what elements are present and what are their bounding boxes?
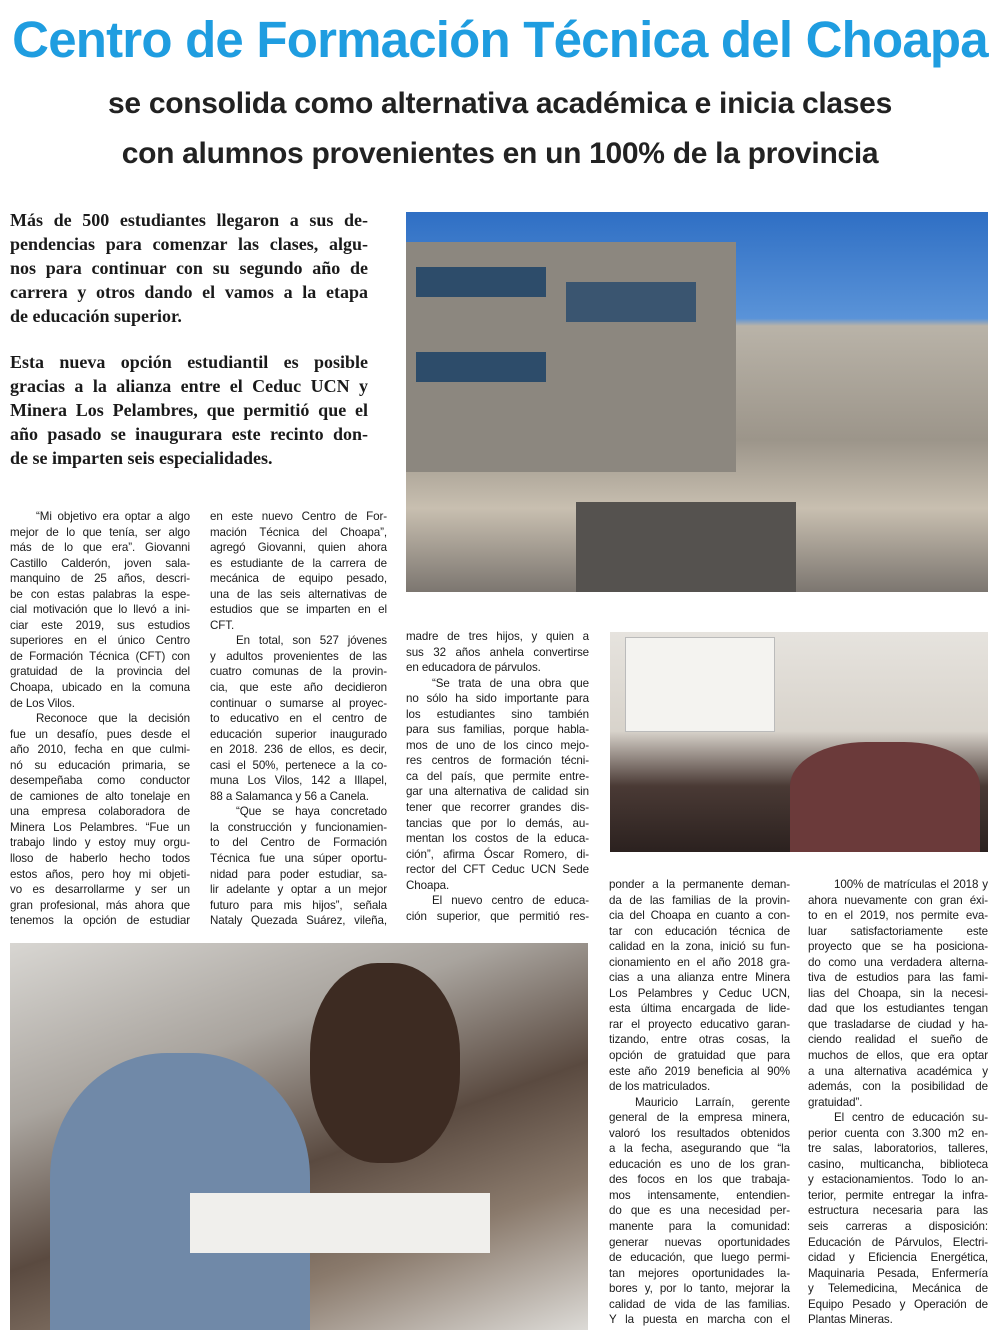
text-line: a la fecha, asegurando que “la: [609, 1142, 790, 1156]
text-line: en educadora de párvulos.: [406, 661, 541, 675]
text-line: terior, permite entregar la infra-: [808, 1188, 988, 1202]
text-line: tan mejores oportunidades la-: [609, 1266, 790, 1280]
text-line: valoró los resultados obtenidos: [609, 1126, 790, 1140]
text-line: futuro para mis hijos”, señala: [210, 898, 387, 912]
text-line: Minera Los Pelambres, que permitió que el: [10, 400, 368, 420]
text-line: mos de uno de los cinco mejo-: [406, 738, 589, 752]
lead-paragraph-1: [10, 208, 368, 328]
text-line: de Formación Técnica (CFT) con: [10, 649, 190, 663]
text-line: res centros de formación técni-: [406, 754, 589, 768]
text-line: rector del CFT Ceduc UCN Sede: [406, 863, 589, 877]
text-line: madre de tres hijos, y quien a: [406, 630, 589, 643]
text-line: además, con la posibilidad de: [808, 1080, 988, 1094]
text-line: Técnica fue una súper oportu-: [210, 852, 387, 866]
text-line: mecánica de equipo pesado,: [210, 572, 387, 586]
text-line: tizando, entre otras cosas, la: [609, 1033, 790, 1047]
text-line: ciendo realidad el sueño de: [808, 1033, 988, 1047]
building-window: [566, 282, 696, 322]
text-line: Choapa.: [406, 878, 450, 892]
text-line: gracias a la alianza entre el Ceduc UCN y: [10, 376, 368, 396]
text-line: lloso de haberlo hecho todos: [10, 852, 190, 866]
text-line: general de la empresa minera,: [609, 1111, 790, 1125]
text-line: Nataly Quezada Suárez, vileña,: [210, 914, 387, 928]
text-line: “Se trata de una obra que: [432, 676, 589, 690]
text-line: superiores en el único Centro: [10, 634, 190, 648]
text-line: do como una verdadera alterna-: [808, 955, 988, 969]
text-line: calidad en la zona, inició su fun-: [609, 940, 790, 954]
text-line: generar nuevas oportunidades: [609, 1235, 790, 1249]
text-line: ción”, afirma Óscar Romero, di-: [406, 847, 589, 861]
text-line: seis carreras a disposición:: [808, 1220, 988, 1234]
text-line: tre salas, laboratorios, talleres,: [808, 1142, 988, 1156]
text-line: cionamiento en el año 2018 gra-: [609, 955, 790, 969]
text-line: do que es una necesidad per-: [609, 1204, 790, 1218]
road: [576, 502, 796, 592]
text-line: de se imparten seis especialidades.: [10, 448, 273, 468]
text-line: gar una alternativa de calidad sin: [406, 785, 589, 799]
text-line: de Los Vilos.: [10, 696, 75, 710]
text-line: “Que se haya concretado: [236, 805, 387, 819]
text-line: vo es desarrollarme y ser un: [10, 883, 190, 897]
article-column-5: [808, 877, 988, 1328]
text-line: CFT.: [210, 618, 235, 632]
text-line: mejor de lo que tenía, ser algo: [10, 525, 190, 539]
student-figure: [310, 963, 460, 1163]
text-line: pendencias para comenzar las clases, algu-: [10, 234, 368, 254]
text-line: El nuevo centro de educa-: [432, 894, 589, 908]
text-line: be con estas palabras la espe-: [10, 587, 190, 601]
text-line: sus 32 años anhela convertirse: [406, 645, 589, 659]
text-line: to en el 2019, nos permite eva-: [808, 909, 988, 923]
text-line: Maquinaria Pesada, Enfermería: [808, 1266, 988, 1280]
article-column-1: [10, 509, 190, 929]
text-line: agregó Giovanni, quien ahora: [210, 541, 387, 555]
text-line: tar con educación técnica de: [609, 924, 790, 938]
text-line: de los matriculados.: [609, 1080, 711, 1094]
text-line: educación es uno de los gran-: [609, 1157, 790, 1171]
text-line: gran profesional, más ahora que: [10, 898, 190, 912]
text-line: cias a una alianza entre Minera: [609, 971, 790, 985]
text-line: nó su educación primaria, se: [10, 758, 190, 772]
text-line: Minera Los Pelambres. “Fue un: [10, 820, 190, 834]
article-column-3: [406, 629, 589, 924]
text-line: Educación de Párvulos, Electri-: [808, 1235, 988, 1249]
text-line: to educativo en el centro de: [210, 712, 387, 726]
lead-paragraph-2: [10, 350, 368, 470]
text-line: rar el proyecto educativo garan-: [609, 1017, 790, 1031]
text-line: en 2018. 236 de ellos, es decir,: [210, 743, 387, 757]
text-line: casi el 50%, pertenece a la co-: [210, 758, 387, 772]
text-line: para sus familias, porque habla-: [406, 723, 589, 737]
text-line: luar satisfactoriamente este: [808, 924, 988, 938]
text-line: “Mi objetivo era optar a algo: [36, 510, 190, 523]
text-line: estos años, pero hoy mi objeti-: [10, 867, 190, 881]
text-line: de camiones de alto tonelaje en: [10, 789, 190, 803]
text-line: Reconoce que la decisión: [36, 712, 190, 726]
text-line: muchos de ellos, que era optar: [808, 1049, 988, 1063]
students-group: [790, 742, 980, 852]
subheadline-1: se consolida como alternativa académica e inicia clases: [108, 87, 892, 120]
text-line: continuar o sumarse al proyec-: [210, 696, 387, 710]
text-line: muna Los Vilos, 142 a Illapel,: [210, 774, 387, 788]
text-line: una empresa colaboradora de: [10, 805, 190, 819]
text-line: estructura necesaria para las: [808, 1204, 988, 1218]
text-line: y Telemedicina, Mecánica de: [808, 1282, 988, 1296]
text-line: y adultos provenientes de las: [210, 649, 387, 663]
text-line: trabajo lindo y estoy muy orgu-: [10, 836, 190, 850]
student-figure: [50, 1053, 310, 1330]
text-line: ciar este 2019, sus estudios: [10, 618, 190, 632]
text-line: Esta nueva opción estudiantil es posible: [10, 352, 368, 372]
text-line: ción superior, que permitió res-: [406, 909, 589, 923]
text-line: Más de 500 estudiantes llegaron a sus de-: [10, 210, 368, 230]
text-line: opción de gratuidad que para: [609, 1049, 790, 1063]
text-line: tancias que por lo demás, au-: [406, 816, 589, 830]
text-line: estudios que se imparten en el: [210, 603, 387, 617]
text-line: mos intensamente, entendien-: [609, 1188, 790, 1202]
text-line: manquino de 25 años, descri-: [10, 572, 190, 586]
text-line: ahora nuevamente con gran éxi-: [808, 893, 988, 907]
text-line: fue un desafío, pues desde el: [10, 727, 190, 741]
text-line: En total, son 527 jóvenes: [236, 634, 387, 648]
text-line: nos para continuar con su segundo año de: [10, 258, 368, 278]
text-line: esta última encargada de lide-: [609, 1002, 790, 1016]
text-line: carrera y otros dando el vamos a la etapa: [10, 282, 368, 302]
text-line: Castillo Calderón, joven sala-: [10, 556, 190, 570]
text-line: Mauricio Larraín, gerente: [635, 1095, 790, 1109]
text-line: da de las familias de la provin-: [609, 893, 790, 907]
subheadline-2: con alumnos provenientes en un 100% de la provincia: [121, 137, 879, 170]
text-line: de educación, que luego permi-: [609, 1251, 790, 1265]
text-line: 88 a Salamanca y 56 a Canela.: [210, 789, 369, 803]
text-line: este año 2019 beneficia al 90%: [609, 1064, 790, 1078]
text-line: casino, multicancha, biblioteca: [808, 1157, 988, 1171]
text-line: gratuidad de la provincia del: [10, 665, 190, 679]
text-line: a una alternativa académica y: [808, 1064, 988, 1078]
text-line: es estudiante de la carrera de: [210, 556, 387, 570]
text-line: la construcción y funcionamien-: [210, 820, 387, 834]
text-line: lir adelante y optar a un mejor: [210, 883, 387, 897]
text-line: manente para la comunidad:: [609, 1220, 790, 1234]
students-writing-photo: [10, 943, 588, 1330]
text-line: que trasladarse de ciudad y ha-: [808, 1017, 988, 1031]
text-line: Plantas Mineras.: [808, 1313, 893, 1327]
text-line: ponder a la permanente deman-: [609, 878, 790, 891]
text-line: to del Centro de Formación: [210, 836, 387, 850]
text-line: perior cuenta con 3.300 m2 en-: [808, 1126, 988, 1140]
text-line: mentan los costos de la educa-: [406, 832, 589, 846]
text-line: cuatro comunas de la provin-: [210, 665, 387, 679]
text-line: más de lo que era”. Giovanni: [10, 541, 190, 555]
text-line: año 2010, fecha en que culmi-: [10, 743, 190, 757]
text-line: y estacionamientos. Todo lo an-: [808, 1173, 988, 1187]
text-line: tener que recorrer grandes dis-: [406, 801, 589, 815]
article-column-4: [609, 877, 790, 1328]
text-line: de educación superior.: [10, 306, 182, 326]
text-line: desempeñaba como conductor: [10, 774, 190, 788]
text-line: no sólo ha sido importante para: [406, 692, 589, 706]
text-line: una de las seis alternativas de: [210, 587, 387, 601]
text-line: año pasado se inaugurara este recinto don-: [10, 424, 368, 444]
text-line: dad que los estudiantes tengan: [808, 1002, 988, 1016]
text-line: gratuidad”.: [808, 1095, 863, 1109]
text-line: educación superior inaugurado: [210, 727, 387, 741]
text-line: cidad y Eficiencia Energética,: [808, 1251, 988, 1265]
text-line: cial motivación que lo llevó a ini-: [10, 603, 190, 617]
text-line: cia, que este año decidieron: [210, 681, 387, 695]
text-line: El centro de educación su-: [834, 1111, 988, 1125]
text-line: tiva de estudios para las fami-: [808, 971, 988, 985]
whiteboard: [625, 637, 775, 732]
text-line: proyecto que se ha posiciona-: [808, 940, 988, 954]
text-line: tenemos la opción de estudiar: [10, 914, 190, 928]
article-column-2: [210, 509, 387, 929]
text-line: des focos en los que trabaja-: [609, 1173, 790, 1187]
building-window: [416, 352, 546, 382]
headline: Centro de Formación Técnica del Choapa: [12, 11, 988, 68]
text-line: Los Pelambres y Ceduc UCN,: [609, 986, 790, 1000]
text-line: ca del país, que permite entre-: [406, 769, 589, 783]
text-line: cia del Choapa en cuanto a con-: [609, 909, 790, 923]
text-line: los estudiantes sino también: [406, 707, 589, 721]
building-window: [416, 267, 546, 297]
text-line: calidad de vida de las familias.: [609, 1297, 790, 1311]
text-line: Choapa, ubicado en la comuna: [10, 681, 190, 695]
desk-paper: [190, 1193, 490, 1253]
text-line: mación Técnica del Choapa”,: [210, 525, 387, 539]
text-line: en este nuevo Centro de For-: [210, 510, 387, 523]
campus-building-photo: [406, 212, 988, 592]
text-line: 100% de matrículas el 2018 y: [834, 878, 988, 891]
text-line: Y la puesta en marcha con el: [609, 1313, 790, 1327]
text-line: Equipo Pesado y Operación de: [808, 1297, 988, 1311]
text-line: nidad para poder estudiar, sa-: [210, 867, 387, 881]
text-line: bores y, por lo tanto, mejorar la: [609, 1282, 790, 1296]
text-line: lias del Choapa, sin la necesi-: [808, 986, 988, 1000]
classroom-photo: [610, 632, 988, 852]
